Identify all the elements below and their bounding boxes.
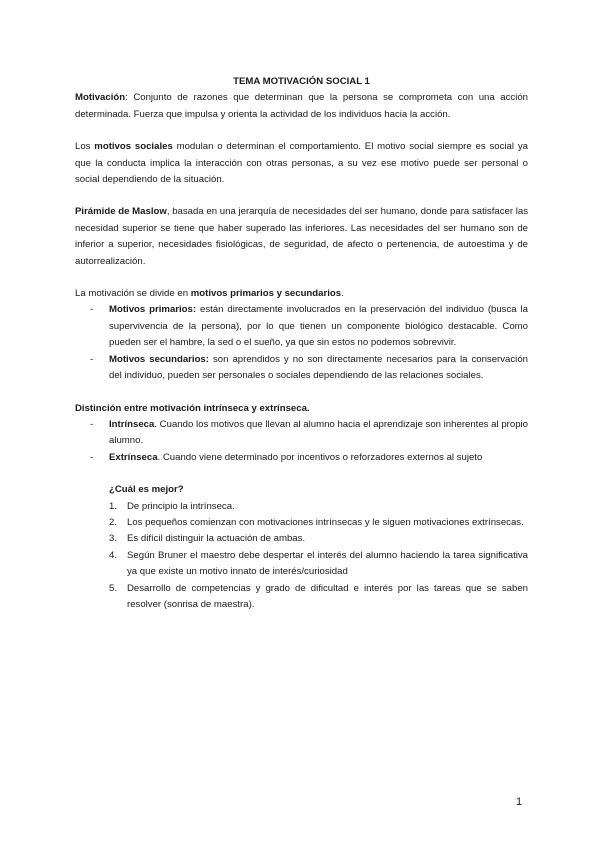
- list-item: [109, 499, 528, 515]
- text-segment: La motivación se divide en: [75, 288, 191, 300]
- term-intrinseca: Intrínseca: [109, 418, 155, 430]
- list-item-text: están directamente involucrados en la preservación del individuo (busca la supervivencia de la persona), por lo que tienen un componente biológico destacable. Como pueden ser el hambre, la sed o el sueño, ya que sin estos no podemos sobrevivir.: [109, 304, 528, 349]
- answers-list: [109, 499, 528, 614]
- paragraph-motivos-sociales: [75, 139, 528, 188]
- term-extrinseca: Extrínseca: [109, 451, 158, 463]
- list-item: [109, 531, 528, 547]
- text-segment: Los: [75, 141, 95, 153]
- list-item-text: . Cuando viene determinado por incentivos o reforzadores externos al sujeto: [157, 451, 483, 463]
- paragraph-maslow: [75, 204, 528, 270]
- list-number: 1.: [109, 500, 118, 512]
- question-heading: [109, 482, 528, 498]
- motives-list: [75, 302, 528, 384]
- types-list: [75, 417, 528, 466]
- document-body: [75, 74, 528, 613]
- definition-motivos-sociales: modulan o determinan el comportamiento. El motivo social siempre es social ya que la conducta implica la interacción con otras personas, a su vez ese motivo puede ser personal o social dependiendo de la situación.: [75, 141, 528, 186]
- page-number: 1: [516, 796, 523, 808]
- heading-text: Distinción entre motivación intrínseca y extrínseca.: [75, 402, 310, 414]
- list-item-text: Según Bruner el maestro debe despertar el interés del alumno haciendo la tarea significativa ya que existe un motivo innato de interés/curiosidad: [127, 549, 528, 578]
- list-number: 4.: [109, 549, 118, 561]
- definition-maslow: , basada en una jerarquía de necesidades del ser humano, donde para satisfacer las necesidad superior se tiene que haber superado las inferiores. Las necesidades del ser humano son de inferior a superior, necesidades fisiológicas, de seguridad, de afecto o pertenencia, de autoestima y de autorrealización.: [75, 206, 529, 267]
- list-number: 3.: [109, 533, 118, 545]
- list-item-text: Los pequeños comienzan con motivaciones intrínsecas y le siguen motivaciones extrínsecas.: [127, 516, 524, 528]
- list-item: [75, 417, 528, 450]
- term-piramide-maslow: Pirámide de Maslow: [75, 206, 167, 218]
- paragraph-motivacion: [75, 90, 528, 123]
- list-item-text: Es difícil distinguir la actuación de ambas.: [127, 533, 306, 545]
- paragraph-division: [75, 286, 528, 302]
- list-item: [109, 548, 528, 581]
- list-item: [75, 352, 528, 385]
- list-item-text: De principio la intrínseca.: [127, 500, 235, 512]
- term-motivos-primarios: Motivos primarios:: [109, 304, 197, 316]
- term-motivos-sociales: motivos sociales: [94, 141, 173, 153]
- term-motivos-primarios-secundarios: motivos primarios y secundarios: [190, 288, 342, 300]
- term-motivacion: Motivación: [75, 92, 126, 104]
- list-number: 2.: [109, 516, 118, 528]
- text-segment: .: [341, 288, 344, 300]
- list-item: [109, 515, 528, 531]
- list-number: 5.: [109, 582, 118, 594]
- section-heading-distincion: [75, 401, 528, 417]
- list-item-text: son aprendidos y no son directamente necesarios para la conservación del individuo, pueden ser personales o sociales dependiendo de las relaciones sociales.: [109, 353, 528, 382]
- list-item: [109, 581, 528, 614]
- list-item-text: Desarrollo de competencias y grado de dificultad e interés por las tareas que se saben resolver (sonrisa de maestra).: [127, 582, 528, 610]
- list-item-text: . Cuando los motivos que llevan al alumno hacia el aprendizaje son inherentes al propio alumno.: [109, 418, 528, 447]
- question-text: ¿Cuál es mejor?: [109, 484, 184, 496]
- list-item: [75, 450, 528, 466]
- list-item: [75, 302, 528, 351]
- definition-motivacion: : Conjunto de razones que determinan que la persona se comprometa con una acción determinada. Fuerza que impulsa y orienta la actividad de los individuos hacia la acción.: [75, 92, 528, 120]
- term-motivos-secundarios: Motivos secundarios:: [109, 353, 209, 365]
- document-title: TEMA MOTIVACIÓN SOCIAL 1: [233, 76, 370, 87]
